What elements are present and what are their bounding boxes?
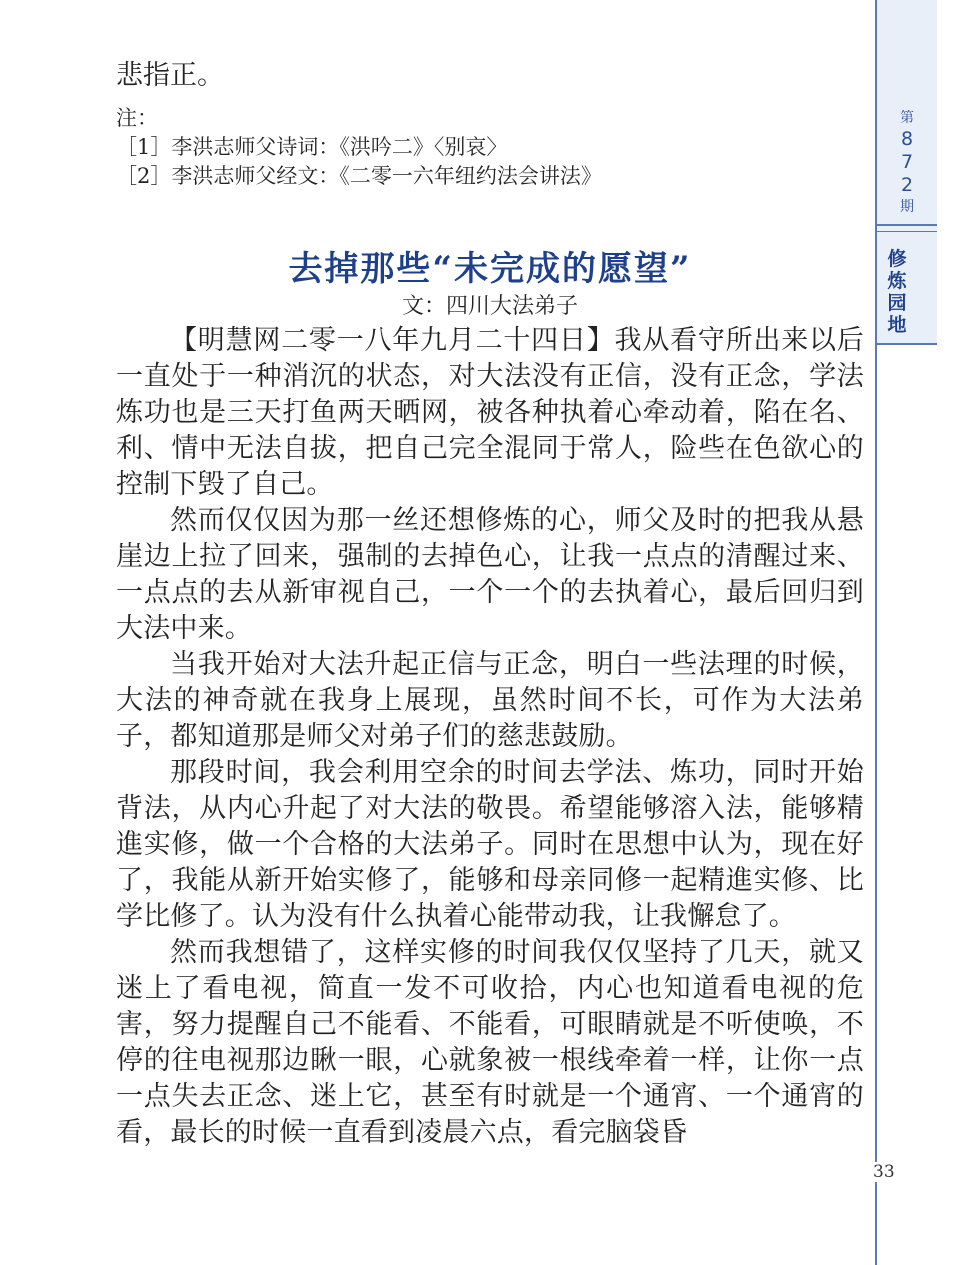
sidebar-divider [877, 231, 937, 232]
page-content [116, 58, 864, 1151]
section-label [877, 248, 917, 336]
notes-heading: 注： [116, 106, 158, 130]
continuation-text: 悲指正。 [116, 60, 224, 91]
issue-digit: 7 [900, 151, 914, 173]
sidebar-tab [875, 0, 937, 345]
issue-digit: 2 [900, 174, 914, 196]
notes-section [116, 104, 864, 191]
article-author: 文：四川大法弟子 [401, 294, 578, 319]
section-char: 修 [887, 248, 907, 270]
article-paragraph: 当我开始对大法升起正信与正念，明白一些法理的时候，大法的神奇就在我身上展现，虽然时间不长，可作为大法弟子，都知道那是师父对弟子们的慈悲鼓励。 [116, 649, 864, 752]
section-char: 炼 [887, 270, 907, 292]
note-item: ［2］李洪志师父经文：《二零一六年纽约法会讲法》 [116, 164, 602, 188]
issue-prefix: 第 [900, 110, 914, 126]
article-paragraph: 然而仅仅因为那一丝还想修炼的心，师父及时的把我从悬崖边上拉了回来，强制的去掉色心，让我一点点的清醒过来、一点点的去从新审视自己，一个一个的去执着心，最后回归到大法中来。 [116, 505, 864, 644]
article-title: 去掉那些“未完成的愿望” [288, 249, 692, 289]
issue-number [877, 108, 937, 217]
issue-digit: 8 [900, 128, 914, 150]
issue-suffix: 期 [900, 199, 914, 215]
sidebar-divider [877, 224, 937, 226]
article-paragraph: 那段时间，我会利用空余的时间去学法、炼功，同时开始背法，从内心升起了对大法的敬畏。希望能够溶入法，能够精進实修，做一个合格的大法弟子。同时在思想中认为，现在好了，我能从新开始实修了，能够和母亲同修一起精進实修、比学比修了。认为没有什么执着心能带动我，让我懈怠了。 [116, 757, 864, 932]
section-char: 园 [887, 292, 907, 314]
article-paragraph: 【明慧网二零一八年九月二十四日】我从看守所出来以后一直处于一种消沉的状态，对大法没有正信，没有正念，学法炼功也是三天打鱼两天晒网，被各种执着心牵动着，陷在名、利、情中无法自拔，把自己完全混同于常人，险些在色欲心的控制下毁了自己。 [116, 325, 864, 500]
section-char: 地 [887, 314, 907, 336]
article-paragraph: 然而我想错了，这样实修的时间我仅仅坚持了几天，就又迷上了看电视，简直一发不可收拾，内心也知道看电视的危害，努力提醒自己不能看、不能看，可眼睛就是不听使唤，不停的往电视那边瞅一眼，心就象被一根线牵着一样，让你一点一点失去正念、迷上它，甚至有时就是一个通宵、一个通宵的看，最长的时候一直看到凌晨六点，看完脑袋昏 [116, 937, 864, 1148]
note-item: ［1］李洪志师父诗词：《洪吟二》〈别哀〉 [116, 135, 508, 159]
page-number: 33 [873, 1162, 895, 1182]
sidebar-divider [877, 343, 937, 345]
margin-rule [875, 345, 877, 1265]
